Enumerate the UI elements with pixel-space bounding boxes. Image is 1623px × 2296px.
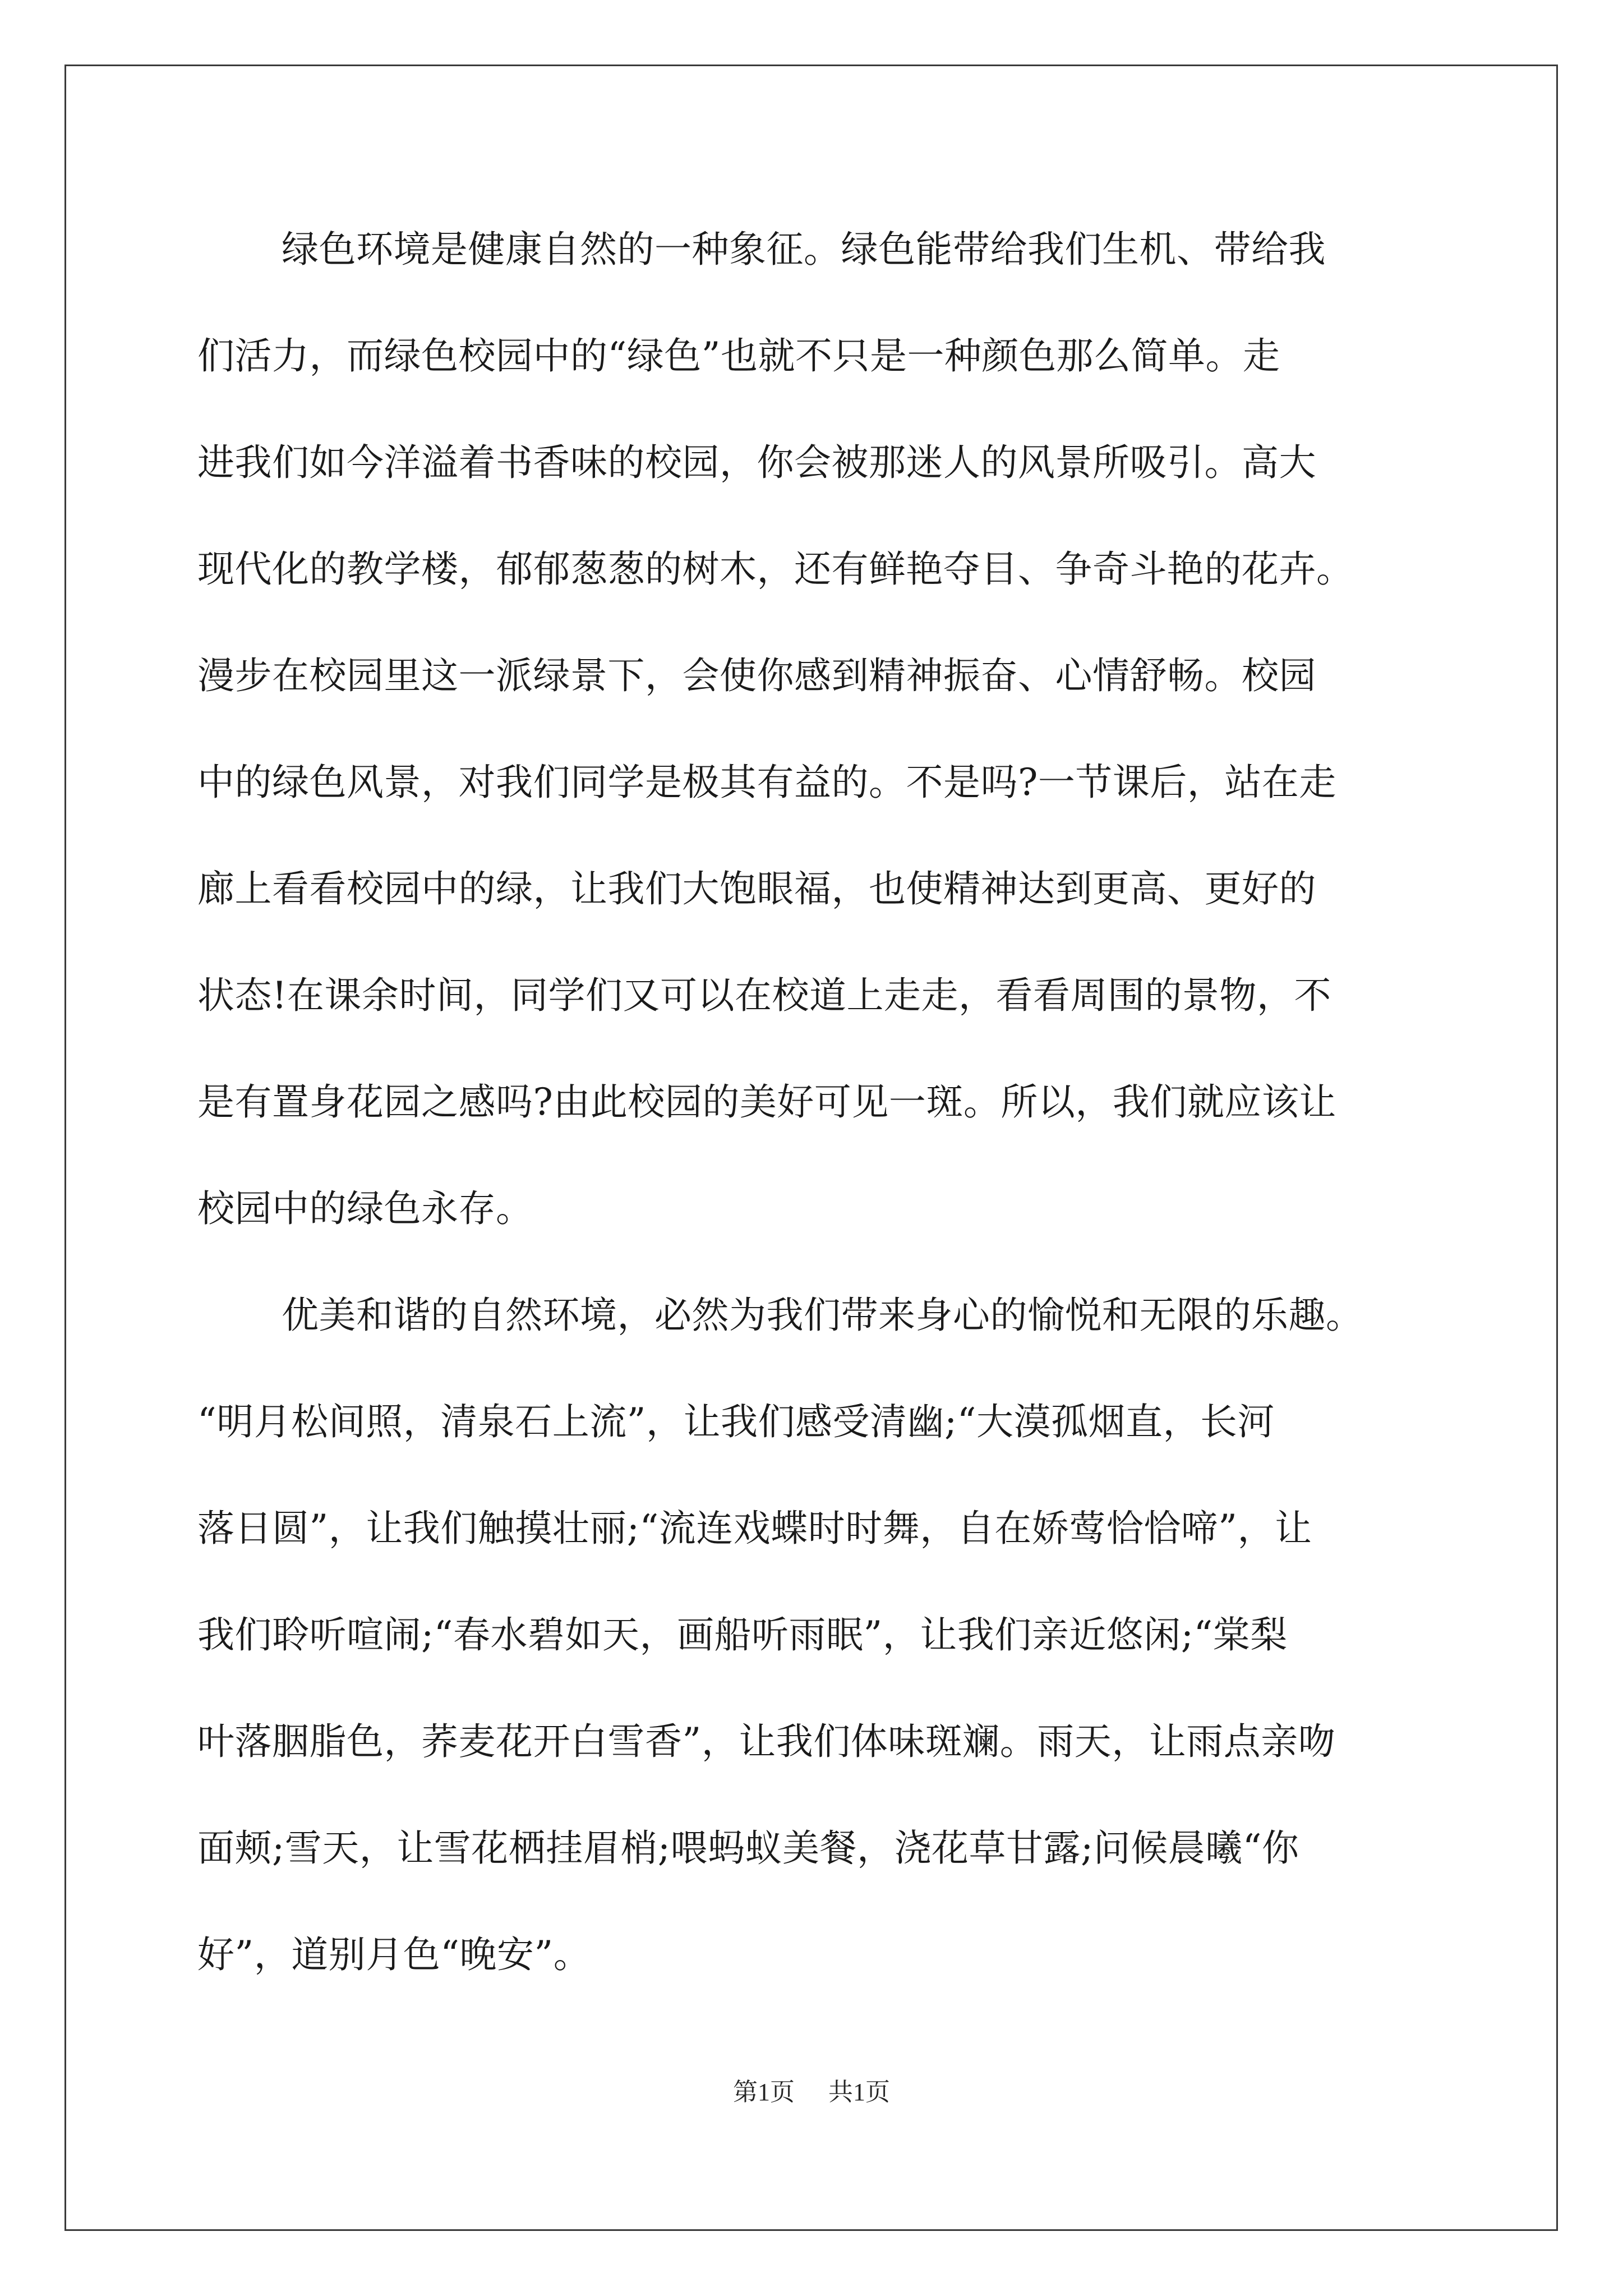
text-line: 现代化的教学楼，郁郁葱葱的树木，还有鲜艳夺目、争奇斗艳的花卉。 <box>197 547 1354 591</box>
text-line: 状态!在课余时间，同学们又可以在校道上走走，看看周围的景物，不 <box>197 974 1332 1017</box>
text-line: 校园中的绿色永存。 <box>197 1187 533 1230</box>
text-line: 落日圆”，让我们触摸壮丽;“流连戏蝶时时舞，自在娇莺恰恰啼”，让 <box>197 1507 1312 1550</box>
page-footer <box>0 2072 1623 2108</box>
paragraph-2 <box>197 1262 1427 2008</box>
text-line: 是有置身花园之感吗?由此校园的美好可见一斑。所以，我们就应该让 <box>197 1080 1336 1124</box>
text-line: 中的绿色风景，对我们同学是极其有益的。不是吗?一节课后，站在走 <box>197 761 1336 804</box>
text-line: 优美和谐的自然环境，必然为我们带来身心的愉悦和无限的乐趣。 <box>282 1294 1363 1337</box>
text-line: 们活力，而绿色校园中的“绿色”也就不只是一种颜色那么简单。走 <box>197 334 1280 378</box>
text-line: 漫步在校园里这一派绿景下，会使你感到精神振奋、心情舒畅。校园 <box>197 654 1316 697</box>
paragraph-1 <box>197 196 1427 1262</box>
text-line: 绿色环境是健康自然的一种象征。绿色能带给我们生机、带给我 <box>282 228 1326 271</box>
text-line: 我们聆听喧闹;“春水碧如天，画船听雨眠”，让我们亲近悠闲;“棠梨 <box>197 1613 1288 1657</box>
page-number: 第1页 <box>733 2078 795 2106</box>
page-total: 共1页 <box>828 2078 890 2106</box>
text-line: 好”，道别月色“晚安”。 <box>197 1933 591 1976</box>
text-line: 进我们如今洋溢着书香味的校园，你会被那迷人的风景所吸引。高大 <box>197 441 1316 484</box>
text-line: 叶落胭脂色，荞麦花开白雪香”，让我们体味斑斓。雨天，让雨点亲吻 <box>197 1720 1336 1763</box>
text-line: “明月松间照，清泉石上流”，让我们感受清幽;“大漠孤烟直，长河 <box>197 1400 1275 1443</box>
text-line: 廊上看看校园中的绿，让我们大饱眼福，也使精神达到更高、更好的 <box>197 867 1316 910</box>
document-body <box>197 196 1427 2008</box>
text-line: 面颊;雪天，让雪花栖挂眉梢;喂蚂蚁美餐，浇花草甘露;问候晨曦“你 <box>197 1826 1299 1870</box>
